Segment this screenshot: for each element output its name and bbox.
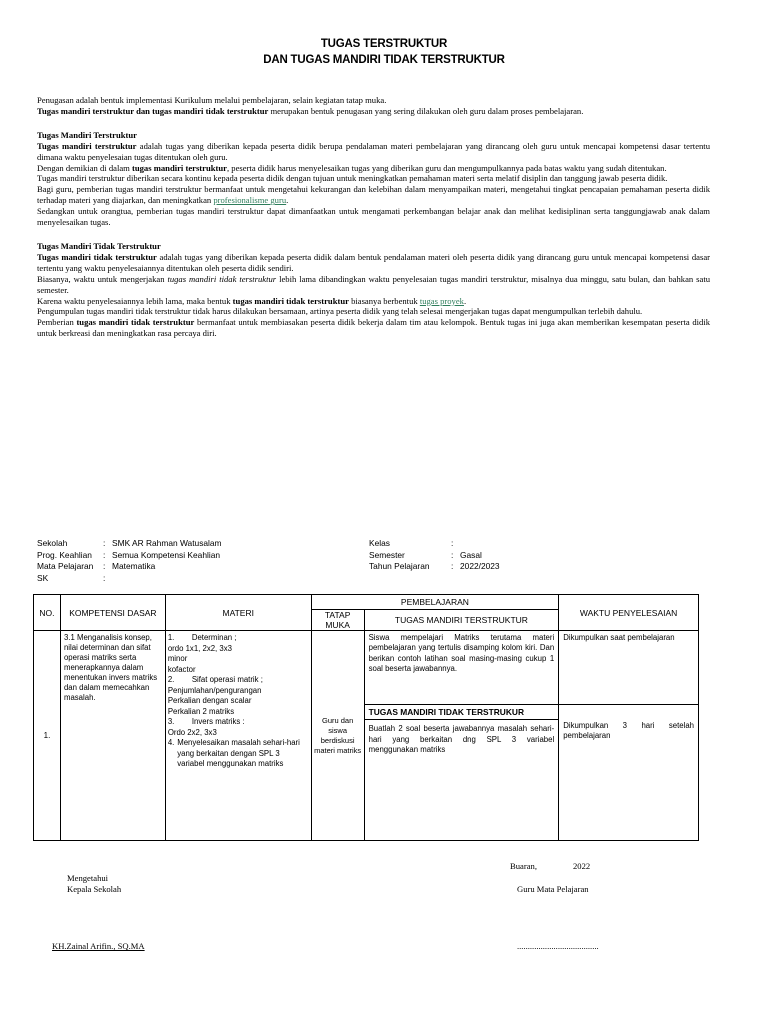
materi-subitem: Penjumlahan/pengurangan — [167, 685, 262, 695]
headmaster-name: KH.Zainal Arifin., SQ.MA — [52, 941, 145, 951]
tatap-muka-cell: Guru dan siswa berdiskusi materi matriks — [311, 631, 364, 841]
intro-paragraph: Sedangkan untuk orangtua, pemberian tugas mandiri terstruktur dapat dimanfaatkan untuk mengamati perkembangan belajar anak dan melihat kedisiplinan serta tanggungjawab anak dalam menyelesaikan tugas. — [37, 206, 710, 228]
document-subtitle: DAN TUGAS MANDIRI TIDAK TERSTRUKTUR — [263, 54, 505, 66]
tugas-tidak-terstruktur-header: TUGAS MANDIRI TIDAK TERSTRUKUR — [365, 705, 559, 720]
teacher-name-placeholder: ...................................... — [517, 941, 599, 951]
intro-paragraph: Penugasan adalah bentuk implementasi Kurikulum melalui pembelajaran, selain kegiatan tatap muka. — [37, 95, 387, 105]
section-heading: Tugas Mandiri Terstruktur — [37, 129, 137, 140]
header-kompetensi-dasar: KOMPETENSI DASAR — [60, 595, 165, 631]
header-waktu-penyelesaian: WAKTU PENYELESAIAN — [559, 595, 699, 631]
materi-subitem: Ordo 2x2, 3x3 — [167, 727, 217, 737]
materi-item: 1. Determinan ; — [167, 633, 237, 642]
signature-date: Buaran, 2022 — [510, 861, 591, 871]
tugas-terstruktur-cell: Siswa mempelajari Matriks terutama materi pembelajaran yang tertulis disamping kolom kiri. Dan berikan contoh latihan soal masing-masing cukup 1 soal beserta jawabannya. — [364, 631, 559, 705]
info-row: Kelas : — [369, 538, 454, 548]
intro-paragraph: Tugas mandiri terstruktur adalah tugas yang diberikan kepada peserta didik berupa pendalaman materi pembelajaran yang dirancang oleh guru untuk mencapai kompetensi dasar tertentu dimana waktu penyelesaian tugas ditentukan oleh guru. — [37, 140, 710, 162]
signature-right-role: Guru Mata Pelajaran — [517, 884, 589, 894]
link-tugas-proyek[interactable]: tugas proyek — [419, 295, 464, 306]
info-row: Semester : Gasal — [369, 549, 482, 560]
intro-paragraph: Bagi guru, pemberian tugas mandiri terstruktur bermanfaat untuk mengetahui kekurangan dan kelebihan dalam menyampaikan materi, mengetahui tingkat pencapaian pemahaman peserta didik terhadap materi yang diajarkan, dan meningkatkan profesionalisme guru. — [37, 184, 710, 206]
intro-paragraph: Pemberian tugas mandiri tidak terstruktur bermanfaat untuk membiasakan peserta didik bekerja dalam tim atau kelompok. Bentuk tugas ini juga akan memberikan kesempatan peserta didik untuk berkreasi dan meningkatkan rasa percaya diri. — [37, 317, 711, 339]
intro-paragraph: Tugas mandiri tidak terstruktur adalah tugas yang diberikan kepada peserta didik dalam bentuk pendalaman materi oleh peserta didik yang dirancang guru untuk mencapai kompetensi dasar tertentu yang waktu penyelesaiannya ditentukan oleh peserta didik sendiri. — [37, 251, 710, 273]
intro-paragraph: Tugas mandiri terstruktur diberikan secara kontinu kepada peserta didik dengan tujuan untuk meningkatkan pemahaman materi serta melatif disiplin dan tanggung jawab peserta didik. — [37, 173, 668, 184]
waktu-tidak-terstruktur-cell: Dikumpulkan 3 hari setelah pembelajaran — [559, 705, 699, 841]
header-tatap-muka: TATAP MUKA — [311, 610, 364, 631]
header-no: NO. — [34, 595, 61, 631]
waktu-terstruktur-cell: Dikumpulkan saat pembelajaran — [559, 631, 699, 705]
intro-paragraph: Biasanya, waktu untuk mengerjakan tugas mandiri tidak terstruktur lebih lama dibandingkan waktu penyelesaian tugas mandiri terstruktur, misalnya dua minggu, satu bulan, dan bahkan satu semester. — [37, 273, 710, 295]
info-right-block — [369, 538, 500, 573]
materi-subitem: kofactor — [167, 664, 196, 674]
intro-text — [37, 95, 710, 339]
tugas-tidak-terstruktur-cell — [364, 705, 559, 841]
materi-subitem: ordo 1x1, 2x2, 3x3 — [167, 643, 232, 653]
materi-item: 4. Menyelesaikan masalah sehari-hari yang berkaitan dengan SPL 3 variabel menggunakan matriks — [167, 738, 300, 768]
info-left-block — [37, 538, 222, 584]
document-title: TUGAS TERSTRUKTUR — [320, 38, 448, 50]
header-tugas-mandiri-terstruktur: TUGAS MANDIRI TERSTRUKTUR — [364, 610, 559, 631]
row-number: 1. — [34, 631, 61, 841]
info-row: Tahun Pelajaran : 2022/2023 — [369, 561, 500, 571]
kompetensi-dasar-cell: 3.1 Menganalisis konsep, nilai determinan dan sifat operasi matriks serta menerapkannya dalam menentukan invers matriks dan dalam memecahkan masalah. — [60, 631, 165, 841]
intro-paragraph: Pengumpulan tugas mandiri tidak terstruktur tidak harus dilakukan bersamaan, artinya peserta didik yang telah selesai mengerjakan tugas dapat mengumpulkan terlebih dahulu. — [37, 306, 643, 317]
header-materi: MATERI — [165, 595, 311, 631]
section-heading: Tugas Mandiri Tidak Terstruktur — [37, 240, 161, 251]
materi-item: 3. Invers matriks : — [167, 717, 245, 726]
intro-paragraph: Tugas mandiri terstruktur dan tugas mandiri tidak terstruktur merupakan bentuk penugasan yang sering dilakukan oleh guru dalam proses pembelajaran. — [37, 105, 584, 116]
materi-subitem: Perkalian dengan scalar — [167, 696, 252, 705]
intro-paragraph: Karena waktu penyelesaiannya lebih lama, maka bentuk tugas mandiri tidak terstruktur biasanya berbentuk tugas proyek. — [37, 295, 467, 306]
materi-cell — [165, 631, 311, 841]
info-row: SK : — [37, 572, 106, 583]
task-table — [33, 594, 699, 841]
link-profesionalisme-guru[interactable]: profesionalisme guru — [213, 195, 287, 206]
tugas-tidak-terstruktur-text: Buatlah 2 soal beserta jawabannya masalah sehari-hari yang berkaitan dng SPL 3 variabel menggunakan matriks — [368, 724, 555, 755]
materi-subitem: minor — [167, 654, 188, 663]
info-row: Prog. Keahlian : Semua Kompetensi Keahlian — [37, 549, 221, 560]
intro-paragraph: Dengan demikian di dalam tugas mandiri terstruktur, peserta didik harus menyelesaikan tugas yang diberikan guru dan mengumpulkannya pada batas waktu yang sudah ditentukan. — [37, 162, 667, 173]
signature-left: Mengetahui Kepala Sekolah — [67, 873, 122, 894]
materi-subitem: Perkalian 2 matriks — [167, 706, 235, 716]
info-row: Mata Pelajaran : Matematika — [37, 561, 156, 571]
header-pembelajaran: PEMBELAJARAN — [311, 595, 559, 610]
materi-item: 2. Sifat operasi matrik ; — [167, 675, 263, 684]
info-row: Sekolah : SMK AR Rahman Watusalam — [37, 538, 222, 548]
